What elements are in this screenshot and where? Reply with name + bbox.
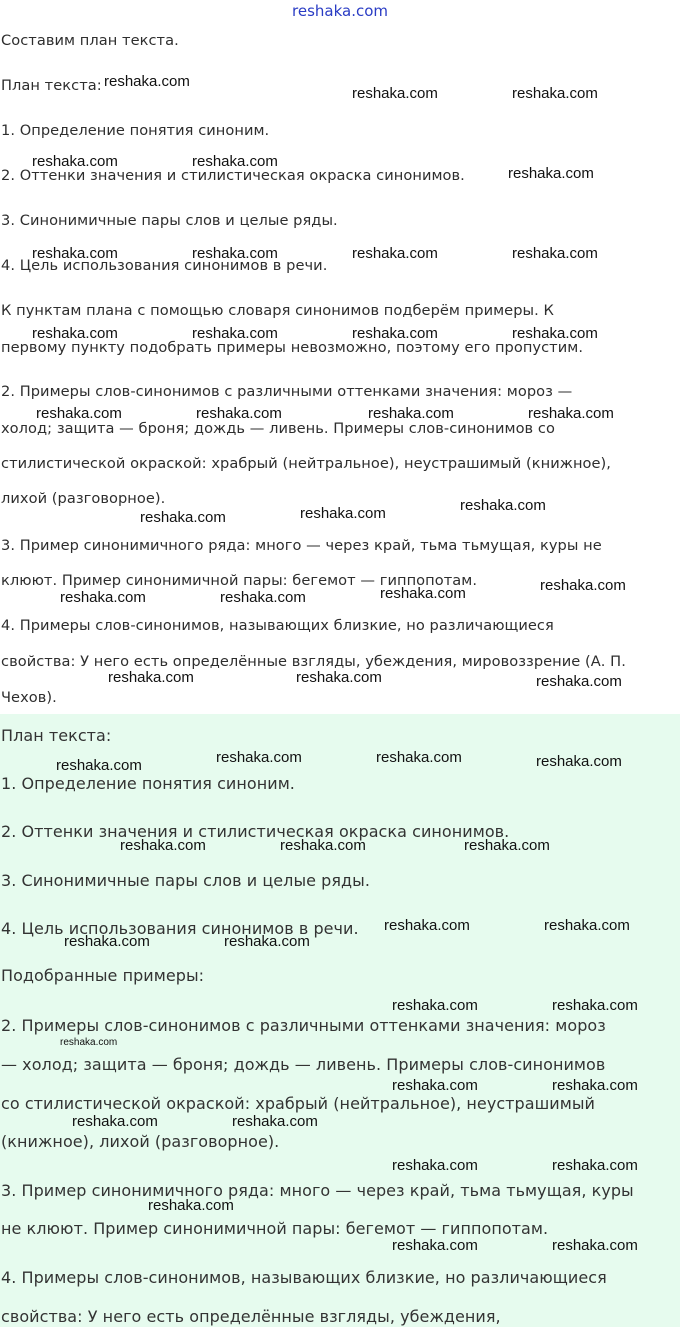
text-line: 2. Оттенки значения и стилистическая окраска синонимов. [1,822,510,841]
text-line: 3. Пример синонимичного ряда: много — через край, тьма тьмущая, куры не [1,537,602,554]
watermark: reshaka.com [352,245,438,262]
watermark: reshaka.com [192,153,278,170]
watermark: reshaka.com [552,1077,638,1094]
text-line: холод; защита — броня; дождь — ливень. Примеры слов-синонимов со [1,420,555,437]
text-line: Составим план текста. [1,32,179,49]
watermark: reshaka.com [32,245,118,262]
text-line: 4. Цель использования синонимов в речи. [1,919,359,938]
text-line: стилистической окраской: храбрый (нейтральное), неустрашимый (книжное), [1,455,611,472]
text-line: не клюют. Пример синонимичной пары: бегемот — гиппопотам. [1,1219,549,1238]
text-line: 2. Примеры слов-синонимов с различными оттенками значения: мороз [1,1016,606,1035]
watermark: reshaka.com [56,757,142,774]
watermark: reshaka.com [232,1113,318,1130]
text-line: Подобранные примеры: [1,966,205,985]
site-title: reshaka.com [292,2,388,20]
answer-box [0,714,680,1327]
text-line: клюют. Пример синонимичной пары: бегемот — гиппопотам. [1,572,478,589]
watermark: reshaka.com [384,917,470,934]
watermark: reshaka.com [296,669,382,686]
watermark: reshaka.com [216,749,302,766]
watermark: reshaka.com [544,917,630,934]
text-line: 3. Пример синонимичного ряда: много — через край, тьма тьмущая, куры [1,1181,634,1200]
watermark: reshaka.com [512,325,598,342]
text-line: 4. Примеры слов-синонимов, называющих близкие, но различающиеся [1,1268,607,1287]
watermark: reshaka.com [392,1077,478,1094]
watermark: reshaka.com [104,73,190,90]
watermark: reshaka.com [220,589,306,606]
watermark: reshaka.com [32,153,118,170]
watermark: reshaka.com [552,1157,638,1174]
watermark: reshaka.com [36,405,122,422]
watermark: reshaka.com [196,405,282,422]
watermark: reshaka.com [108,669,194,686]
text-line: 4. Цель использования синонимов в речи. [1,257,328,274]
watermark: reshaka.com [32,325,118,342]
text-line: К пунктам плана с помощью словаря синонимов подберём примеры. К [1,302,554,319]
watermark: reshaka.com [552,1237,638,1254]
text-line: 2. Примеры слов-синонимов с различными оттенками значения: мороз — [1,383,573,400]
watermark: reshaka.com [60,1037,118,1048]
text-line: 1. Определение понятия синоним. [1,774,295,793]
text-line: План текста: [1,726,112,745]
watermark: reshaka.com [540,577,626,594]
text-line: План текста: [1,77,102,94]
watermark: reshaka.com [140,509,226,526]
watermark: reshaka.com [376,749,462,766]
text-line: 1. Определение понятия синоним. [1,122,270,139]
watermark: reshaka.com [352,325,438,342]
watermark: reshaka.com [148,1197,234,1214]
watermark: reshaka.com [392,1237,478,1254]
text-line: (книжное), лихой (разговорное). [1,1132,280,1151]
watermark: reshaka.com [392,997,478,1014]
watermark: reshaka.com [460,497,546,514]
watermark: reshaka.com [300,505,386,522]
watermark: reshaka.com [536,753,622,770]
watermark: reshaka.com [192,245,278,262]
watermark: reshaka.com [224,933,310,950]
watermark: reshaka.com [536,673,622,690]
text-line: 4. Примеры слов-синонимов, называющих близкие, но различающиеся [1,617,554,634]
watermark: reshaka.com [512,85,598,102]
watermark: reshaka.com [352,85,438,102]
watermark: reshaka.com [368,405,454,422]
watermark: reshaka.com [464,837,550,854]
watermark: reshaka.com [192,325,278,342]
text-line: свойства: У него есть определённые взгляды, убеждения, мировоззрение (А. П. [1,653,626,670]
watermark: reshaka.com [120,837,206,854]
text-line: 2. Оттенки значения и стилистическая окраска синонимов. [1,167,465,184]
watermark: reshaka.com [72,1113,158,1130]
watermark: reshaka.com [380,585,466,602]
watermark: reshaka.com [508,165,594,182]
watermark: reshaka.com [64,933,150,950]
watermark: reshaka.com [60,589,146,606]
watermark: reshaka.com [552,997,638,1014]
watermark: reshaka.com [280,837,366,854]
text-line: свойства: У него есть определённые взгляды, убеждения, [1,1307,501,1326]
watermark: reshaka.com [392,1157,478,1174]
text-line: лихой (разговорное). [1,490,166,507]
text-line: — холод; защита — броня; дождь — ливень. Примеры слов-синонимов [1,1055,606,1074]
text-line: первому пункту подобрать примеры невозможно, поэтому его пропустим. [1,339,584,356]
text-line: Чехов). [1,689,57,706]
watermark: reshaka.com [512,245,598,262]
text-line: 3. Синонимичные пары слов и целые ряды. [1,871,370,890]
text-line: 3. Синонимичные пары слов и целые ряды. [1,212,338,229]
watermark: reshaka.com [528,405,614,422]
text-line: со стилистической окраской: храбрый (нейтральное), неустрашимый [1,1094,596,1113]
